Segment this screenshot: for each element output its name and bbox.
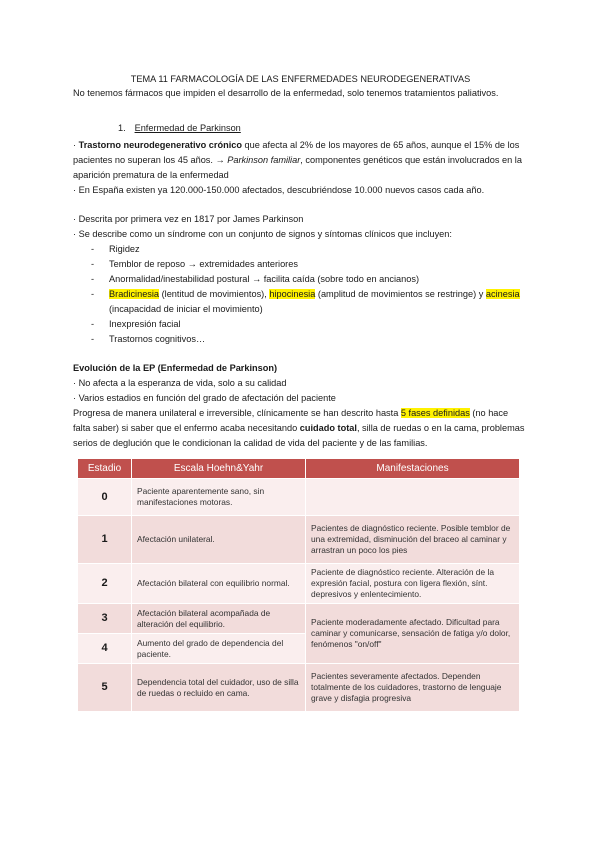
stage-manifestations: Pacientes severamente afectados. Dependen totalmente de los cuidadores, trastorno de lenguaje grave y disfagia progresiva: [306, 663, 520, 711]
section-heading-evolucion: Evolución de la EP (Enfermedad de Parkinson): [73, 363, 278, 373]
section-number: 1.: [118, 123, 126, 133]
section-title: Enfermedad de Parkinson: [134, 123, 241, 133]
highlight-acinesia: acinesia: [485, 289, 520, 299]
list-item-text: (incapacidad de iniciar el movimiento): [109, 304, 263, 314]
progression-text-2: (no hace falta saber) si saber que el enfermo acaba necesitando: [73, 408, 509, 433]
paragraph-syndrome: · Se describe como un síndrome con un conjunto de signos y síntomas clínicos que incluyen:: [73, 229, 452, 239]
stage-scale: Paciente aparentemente sano, sin manifestaciones motoras.: [132, 478, 306, 515]
stage-manifestations: Paciente de diagnóstico reciente. Alteración de la expresión facial, postura con ligera flexión, sínt. depresivos y enlentecimiento.: [306, 563, 520, 603]
list-item: - Temblor de reposo → extremidades anteriores: [91, 257, 528, 272]
stage-scale: Afectación bilateral con equilibrio normal.: [132, 563, 306, 603]
stage-scale: Afectación bilateral acompañada de alteración del equilibrio.: [132, 603, 306, 633]
intro-paragraph: No tenemos fármacos que impiden el desarrollo de la enfermedad, solo tenemos tratamientos paliativos.: [73, 88, 499, 98]
list-item-text: (amplitud de movimientos se restringe) y: [315, 289, 486, 299]
list-item: - Inexpresión facial: [91, 317, 528, 332]
paragraph-spain: · En España existen ya 120.000-150.000 afectados, descubriéndose 10.000 nuevos casos cada año.: [73, 185, 485, 195]
bold-term: Trastorno neurodegenerativo crónico: [78, 140, 242, 150]
italic-term: Parkinson familiar: [227, 155, 301, 165]
header-estadio: Estadio: [78, 459, 132, 478]
highlight-bradicinesia: Bradicinesia: [109, 289, 160, 299]
stage-number: 1: [78, 515, 132, 563]
list-item-text: (lentitud de movimientos),: [159, 289, 270, 299]
hoehn-yahr-table: [78, 459, 520, 711]
stage-number: 4: [78, 633, 132, 663]
stage-manifestations: Pacientes de diagnóstico reciente. Posible temblor de una extremidad, disminución del braceo al caminar y arrastran un poco los pies: [306, 515, 520, 563]
highlight-5-fases: 5 fases definidas: [400, 408, 470, 418]
definition-text-2: , componentes genéticos que están involucrados en la aparición prematura de la enfermedad: [73, 155, 522, 180]
stage-manifestations: Paciente moderadamente afectado. Dificultad para caminar y comunicarse, sensación de fatiga y/o dolor, fenómenos "on/off": [306, 603, 520, 663]
table-row: [78, 663, 520, 711]
highlight-hipocinesia: hipocinesia: [269, 289, 316, 299]
table-header-row: [78, 459, 520, 478]
paragraph-stages: · Varios estadios en función del grado de afectación del paciente: [73, 393, 336, 403]
progression-text: Progresa de manera unilateral e irreversible, clínicamente se han descrito hasta: [73, 408, 401, 418]
symptom-list: [73, 242, 528, 347]
table-row: [78, 563, 520, 603]
paragraph-progression: [73, 406, 528, 451]
paragraph-described: · Descrita por primera vez en 1817 por James Parkinson: [73, 214, 304, 224]
paragraph-definition: [73, 138, 528, 183]
document-page: [73, 72, 528, 711]
table-row: [78, 515, 520, 563]
header-manifestaciones: Manifestaciones: [306, 459, 520, 478]
progression-text-3: , silla de ruedas o en la cama, problemas serios de deglución que le condicionan la calidad de vida del paciente y de las familias.: [73, 423, 525, 448]
stage-scale: Afectación unilateral.: [132, 515, 306, 563]
header-escala: Escala Hoehn&Yahr: [132, 459, 306, 478]
list-item: - Trastornos cognitivos…: [91, 332, 528, 347]
list-item: - Rigidez: [91, 242, 528, 257]
bullet-dot: ·: [73, 140, 79, 150]
section-heading-parkinson: [118, 121, 528, 136]
bold-cuidado-total: cuidado total: [299, 423, 357, 433]
stage-number: 5: [78, 663, 132, 711]
stage-scale: Aumento del grado de dependencia del paciente.: [132, 633, 306, 663]
table-row: [78, 603, 520, 633]
paragraph-life-expectancy: · No afecta a la esperanza de vida, solo a su calidad: [73, 378, 287, 388]
stage-number: 3: [78, 603, 132, 633]
document-title: TEMA 11 FARMACOLOGÍA DE LAS ENFERMEDADES NEURODEGENERATIVAS: [130, 74, 471, 84]
stage-number: 2: [78, 563, 132, 603]
definition-text: que afecta al 2% de los mayores de 65 años, aunque el 15% de los pacientes no superan los 45 años. →: [73, 140, 520, 165]
stage-scale: Dependencia total del cuidador, uso de silla de ruedas o recluido en cama.: [132, 663, 306, 711]
table-row: [78, 478, 520, 515]
stage-manifestations: [306, 478, 520, 515]
stage-number: 0: [78, 478, 132, 515]
list-item: [91, 287, 528, 317]
list-item: - Anormalidad/inestabilidad postural → facilita caída (sobre todo en ancianos): [91, 272, 528, 287]
